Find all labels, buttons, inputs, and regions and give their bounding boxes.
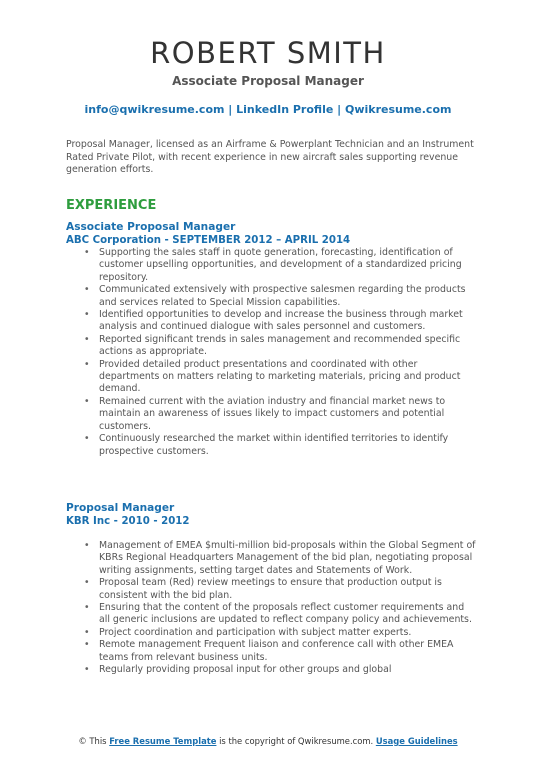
job-title: Associate Proposal Manager [66,221,236,233]
list-item: • Supporting the sales staff in quote generation, forecasting, identification of customer upselling opportunities, and development of a standardized pricing repository. [99,247,476,284]
free-resume-template-link[interactable]: Free Resume Template [109,736,217,746]
copyright-footer [0,736,536,746]
copyright-icon: © [78,736,87,746]
usage-guidelines-link[interactable]: Usage Guidelines [375,736,458,746]
list-item: • Continuously researched the market within identified territories to identify prospective customers. [99,433,476,458]
job-entry-2 [66,501,476,676]
candidate-name: ROBERT SMITH [150,36,386,70]
footer-copyright-text: is the copyright of Qwikresume.com. [219,736,374,746]
list-item: • Communicated extensively with prospective salesmen regarding the products and services related to Special Mission capabilities. [99,284,476,309]
experience-heading: EXPERIENCE [66,198,157,213]
job-company-dates: KBR Inc - 2010 - 2012 [66,516,190,527]
profile-summary: Proposal Manager, licensed as an Airframe & Powerplant Technician and an Instrument Rated Private Pilot, with recent experience in new aircraft sales supporting revenue generation efforts. [66,139,474,176]
job-entry-1 [66,220,476,458]
list-item: • Regularly providing proposal input for other groups and global [99,664,476,676]
list-item: • Remained current with the aviation industry and financial market news to maintain an awareness of issues likely to impact customers and potential customers. [99,396,476,433]
list-item: • Management of EMEA $multi-million bid-proposals within the Global Segment of KBRs Regional Headquarters Management of the bid plan, negotiating proposal writing assignments, setting target dates and Statements of Work. [99,540,476,577]
job-bullet-list [66,540,476,676]
list-item: • Identified opportunities to develop and increase the business through market analysis and continued dialogue with sales personnel and customers. [99,309,476,334]
candidate-title: Associate Proposal Manager [172,74,364,88]
contact-line[interactable]: info@qwikresume.com | LinkedIn Profile | Qwikresume.com [84,103,452,116]
job-bullet-list [66,247,476,458]
footer-prefix: This [89,736,107,746]
list-item: • Ensuring that the content of the proposals reflect customer requirements and all generic inclusions are updated to reflect company policy and achievements. [99,602,476,627]
list-item: • Proposal team (Red) review meetings to ensure that production output is consistent with the bid plan. [99,577,476,602]
list-item: • Provided detailed product presentations and coordinated with other departments on matters relating to marketing materials, pricing and product demand. [99,359,476,396]
list-item: • Project coordination and participation with subject matter experts. [99,627,476,639]
list-item: • Remote management Frequent liaison and conference call with other EMEA teams from relevant business units. [99,639,476,664]
list-item: • Reported significant trends in sales management and recommended specific actions as appropriate. [99,334,476,359]
job-company-dates: ABC Corporation - SEPTEMBER 2012 – APRIL 2014 [66,235,351,246]
job-title: Proposal Manager [66,502,175,514]
